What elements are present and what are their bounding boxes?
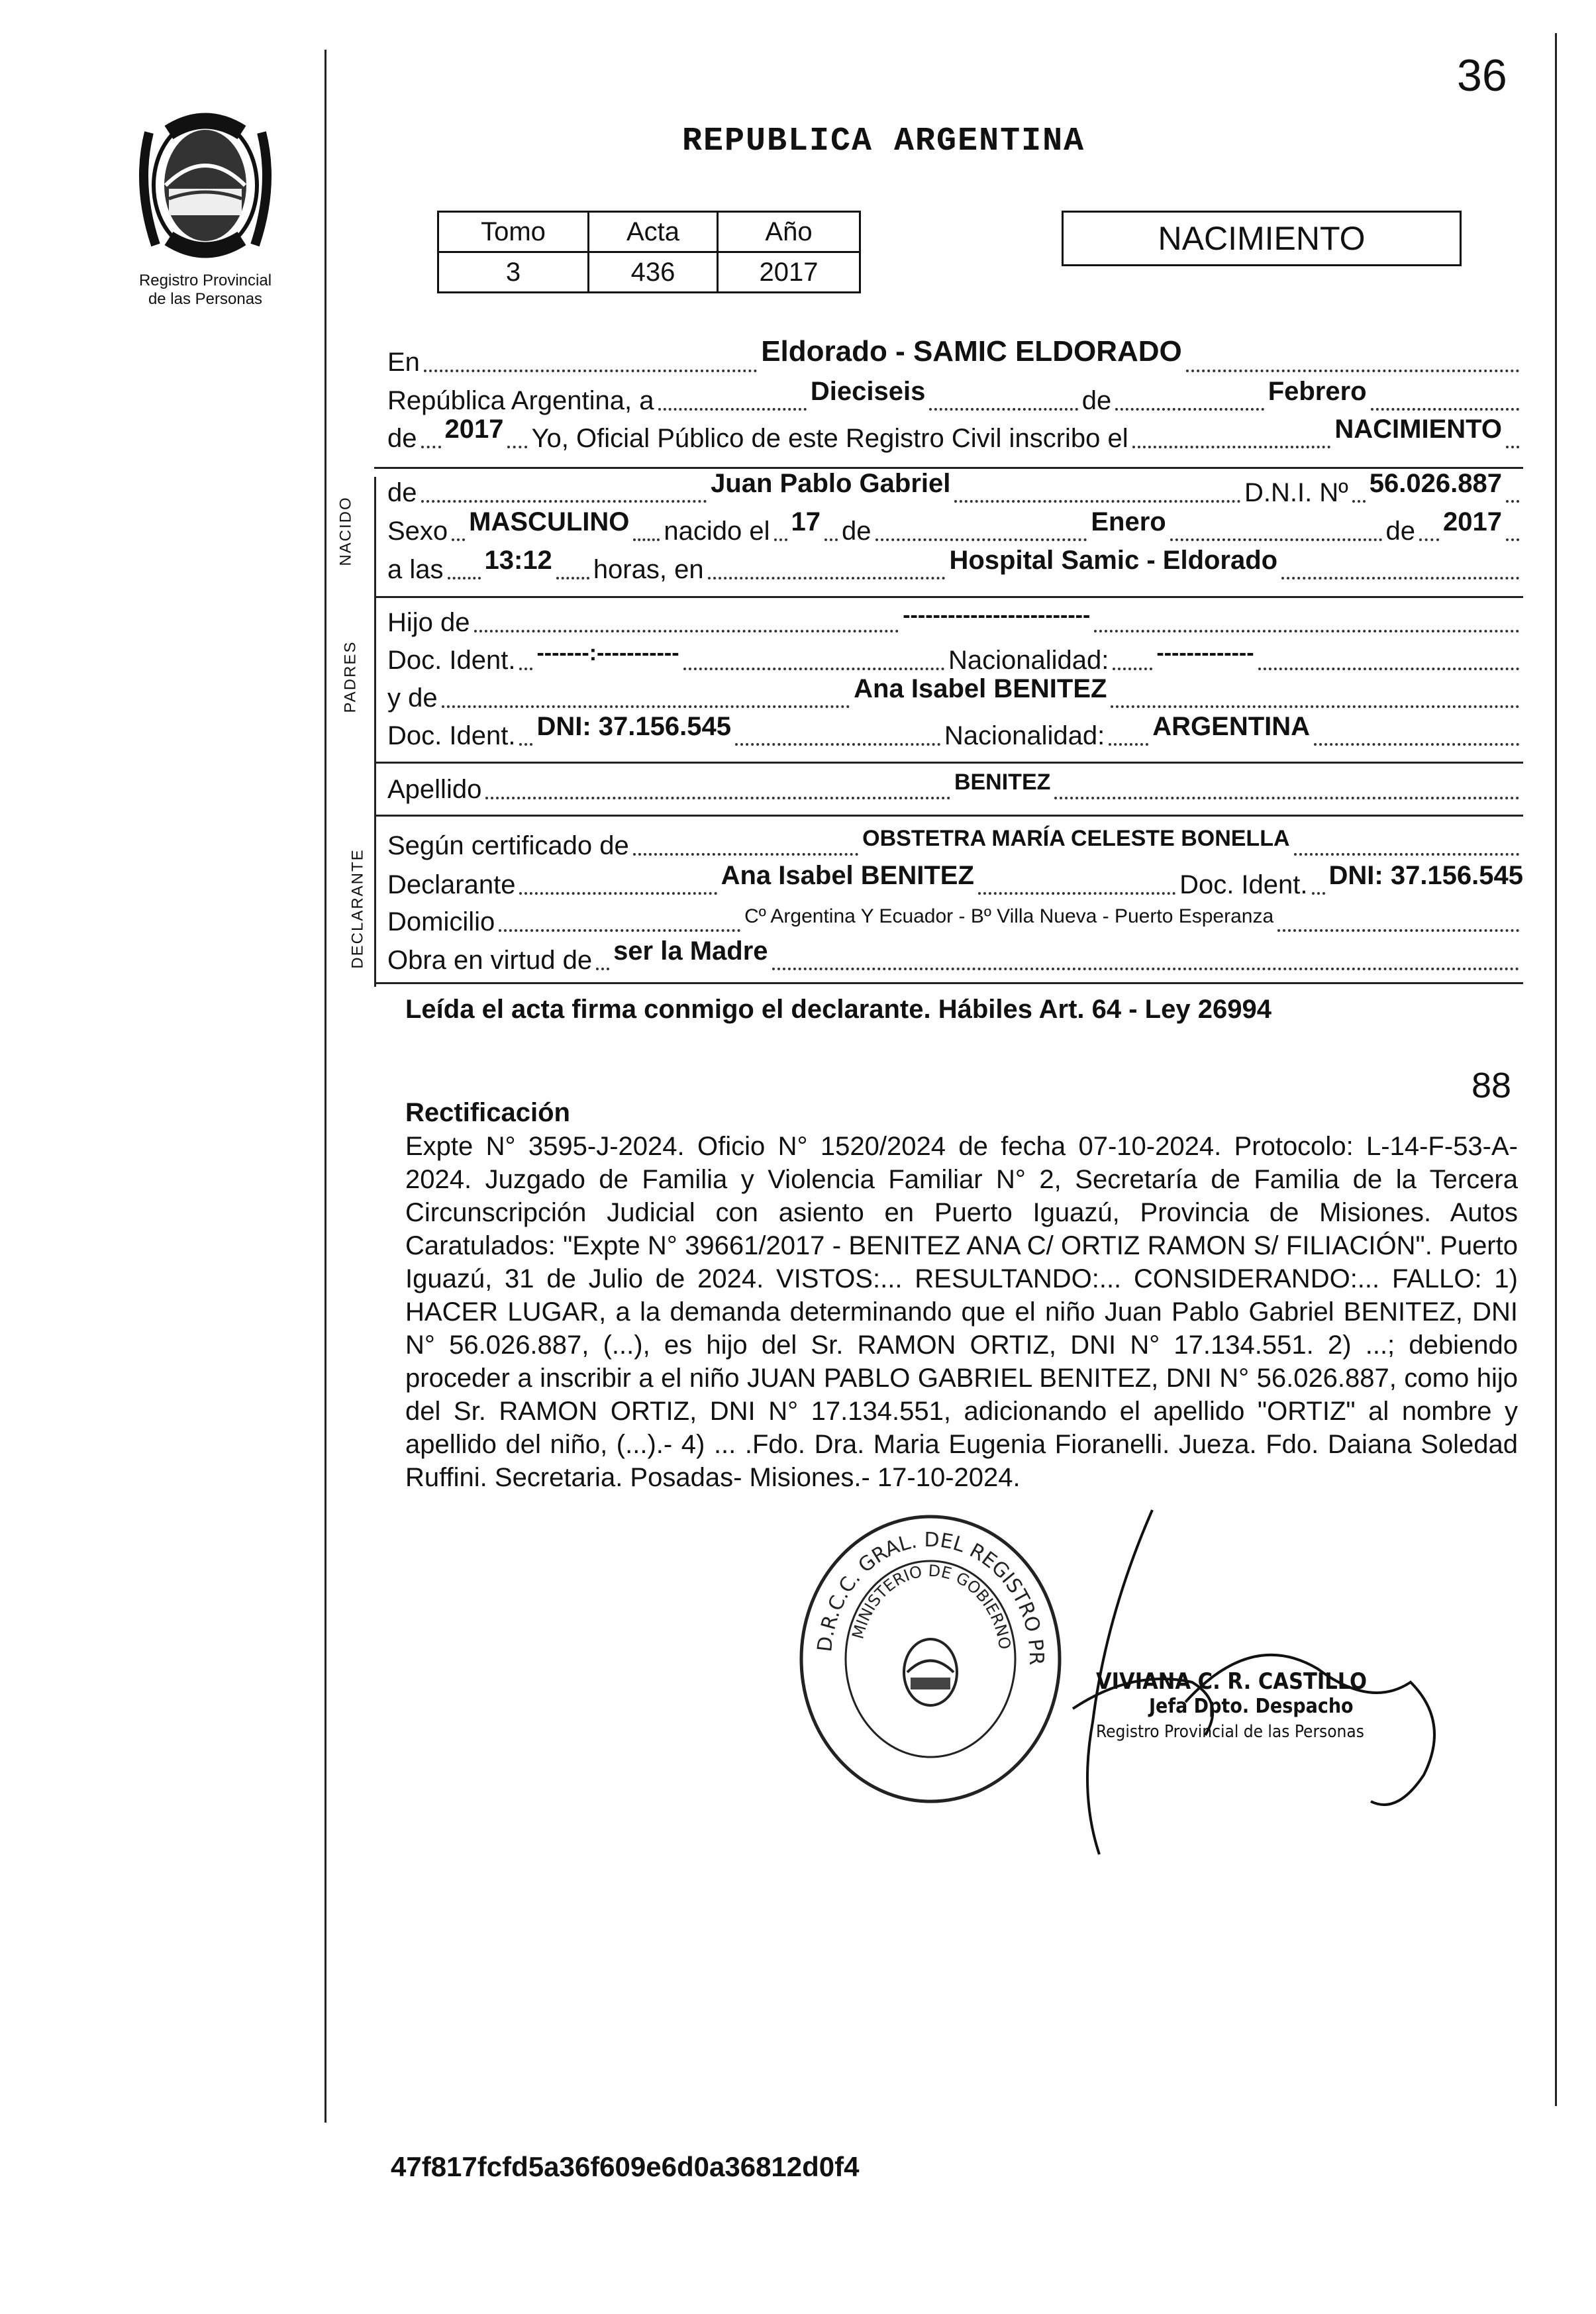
dotted-fill: [708, 577, 946, 579]
dotted-fill: [1506, 538, 1519, 541]
dotted-fill: [1312, 892, 1325, 895]
dotted-fill: [1170, 538, 1382, 541]
de-label: de: [1081, 386, 1112, 415]
de-label: de: [387, 424, 417, 453]
provincial-logo: [129, 106, 281, 272]
dotted-fill: [633, 538, 660, 541]
rectificacion-number: 88: [1471, 1066, 1512, 1105]
dotted-fill: [1054, 797, 1519, 799]
rectificacion-title: Rectificación: [405, 1098, 570, 1127]
doc1-value: -------:-----------: [536, 640, 679, 666]
dotted-fill: [448, 577, 481, 579]
row-segun: [387, 826, 1523, 861]
sexo-value: MASCULINO: [469, 507, 630, 536]
row-nombre: [387, 469, 1523, 508]
dotted-fill: [421, 500, 707, 503]
dotted-fill: [1186, 370, 1519, 372]
y-de-label: y de: [387, 683, 438, 713]
nac1-value: -------------: [1156, 640, 1254, 666]
acta-value: 436: [589, 252, 718, 293]
name-value: Juan Pablo Gabriel: [711, 469, 951, 498]
declarante-label: Declarante: [387, 870, 516, 899]
dni-value: 56.026.887: [1369, 469, 1502, 498]
divider-line: [374, 762, 1523, 764]
row-hora: [387, 546, 1523, 585]
dotted-fill: [633, 853, 858, 856]
dotted-fill: [1277, 929, 1519, 932]
dotted-fill: [556, 577, 589, 579]
anio-value: 2017: [718, 252, 860, 293]
dotted-fill: [1506, 446, 1519, 448]
row-oficial: [387, 415, 1523, 454]
dotted-fill: [424, 370, 757, 372]
en-value: Eldorado - SAMIC ELDORADO: [761, 335, 1182, 368]
en-label: En: [387, 348, 420, 377]
dotted-fill: [507, 446, 527, 448]
dotted-fill: [442, 705, 850, 708]
de-label: de: [1385, 517, 1416, 546]
row-obra: [387, 936, 1523, 976]
right-margin-line: [1555, 33, 1557, 2106]
divider-line: [374, 982, 1523, 984]
closing-statement: Leída el acta firma conmigo el declarante. Hábiles Art. 64 - Ley 26994: [405, 995, 1272, 1024]
mother-value: Ana Isabel BENITEZ: [854, 674, 1107, 703]
row-hijo: [387, 603, 1523, 638]
dotted-fill: [485, 797, 950, 799]
dotted-fill: [1419, 538, 1439, 541]
hijo-label: Hijo de: [387, 608, 470, 637]
domicilio-value: Cº Argentina Y Ecuador - Bº Villa Nueva - Puerto Esperanza: [744, 905, 1274, 927]
tomo-header: Tomo: [438, 212, 589, 252]
dotted-fill: [1111, 705, 1519, 708]
dotted-fill: [474, 630, 899, 632]
dotted-fill: [1115, 408, 1264, 411]
row-republica: [387, 377, 1523, 416]
signer-name: VIVIANA C. R. CASTILLO: [1096, 1668, 1367, 1695]
declarante-value: Ana Isabel BENITEZ: [721, 861, 974, 890]
dotted-fill: [519, 668, 532, 670]
coat-of-arms-icon: [129, 106, 281, 272]
row-domicilio: [387, 907, 1523, 937]
stamp-outer-text: D.R.C.C. GRAL. DEL REGISTRO PR: [813, 1528, 1048, 1666]
dotted-fill: [735, 743, 940, 746]
signer-org: Registro Provincial de las Personas: [1096, 1722, 1364, 1742]
dotted-fill: [1352, 500, 1366, 503]
apellido-value: BENITEZ: [954, 770, 1051, 795]
republica-label: República Argentina, a: [387, 386, 654, 415]
nacionalidad-label: Nacionalidad:: [944, 721, 1105, 750]
place-value: Hospital Samic - Eldorado: [949, 546, 1278, 575]
dotted-fill: [519, 743, 532, 746]
anio-header: Año: [718, 212, 860, 252]
doc2-value: DNI: 37.156.545: [536, 712, 731, 741]
registry-table-header: [438, 212, 860, 252]
row-doc2: [387, 712, 1523, 751]
dotted-fill: [1506, 500, 1519, 503]
row-declarante: [387, 861, 1524, 900]
section-label-declarante: DECLARANTE: [348, 848, 367, 969]
left-margin-line: [324, 50, 326, 2123]
dni-label: D.N.I. Nº: [1244, 478, 1348, 507]
document-hash: 47f817fcfd5a36f609e6d0a36812d0f4: [391, 2151, 860, 2182]
obra-value: ser la Madre: [613, 936, 768, 966]
de-label: de: [842, 517, 872, 546]
dotted-fill: [774, 538, 787, 541]
dotted-fill: [1094, 630, 1519, 632]
oficial-text: Yo, Oficial Público de este Registro Civil inscribo el: [531, 424, 1128, 453]
de-label: de: [387, 478, 417, 507]
section-divider-line: [374, 477, 376, 987]
official-stamp: [791, 1507, 1070, 1811]
dotted-fill: [596, 968, 609, 970]
row-en: [387, 335, 1523, 377]
hijo-value: -------------------------: [903, 603, 1091, 628]
birth-year: 2017: [1443, 507, 1503, 536]
divider-line: [374, 596, 1523, 598]
tomo-value: 3: [438, 252, 589, 293]
divider-line: [374, 815, 1523, 817]
year-value: 2017: [444, 415, 504, 444]
nacido-label: nacido el: [664, 517, 770, 546]
doc-ident-label: Doc. Ident.: [387, 646, 516, 675]
dotted-fill: [1281, 577, 1519, 579]
month-value: Febrero: [1268, 377, 1367, 406]
dotted-fill: [1371, 408, 1519, 411]
dotted-fill: [1258, 668, 1519, 670]
dotted-fill: [658, 408, 807, 411]
logo-label-line1: Registro Provincial: [138, 272, 272, 289]
segun-value: OBSTETRA MARÍA CELESTE BONELLA: [862, 826, 1290, 851]
country-title: REPUBLICA ARGENTINA: [682, 123, 1085, 160]
dotted-fill: [772, 968, 1519, 970]
dotted-fill: [875, 538, 1087, 541]
dotted-fill: [824, 538, 838, 541]
dotted-fill: [978, 892, 1175, 895]
stamp-emblem-icon: [904, 1639, 957, 1705]
dotted-fill: [1314, 743, 1519, 746]
rectificacion-body: Expte N° 3595-J-2024. Oficio N° 1520/2024 de fecha 07-10-2024. Protocolo: L-14-F-53-A-2024. Juzgado de Familia y Violencia Familiar N° 2, Secretaría de Familia de la Tercera Circunscripción Judicial con asiento en Puerto Iguazú, Provincia de Misiones. Autos Caratulados: "Expte N° 39661/2017 - BENITEZ ANA C/ ORTIZ RAMON S/ FILIACIÓN". Puerto Iguazú, 31 de Julio de 2024. VISTOS:... RESULTANDO:... CONSIDERANDO:... FALLO: 1) HACER LUGAR, a la demanda determinando que el niño Juan Pablo Gabriel BENITEZ, DNI N° 56.026.887, (...), es hijo del Sr. RAMON ORTIZ, DNI N° 17.134.551. 2) ...; debiendo proceder a inscribir a el niño JUAN PABLO GABRIEL BENITEZ, DNI N° 56.026.887, como hijo del Sr. RAMON ORTIZ, DNI N° 17.134.551, adicionando el apellido "ORTIZ" al nombre y apellido del niño, (...).- 4) ... .Fdo. Dra. Maria Eugenia Fioranelli. Jueza. Fdo. Daiana Soledad Ruffini. Secretaria. Posadas- Misiones.- 17-10-2024.: [405, 1132, 1518, 1492]
section-label-padres: PADRES: [341, 640, 360, 713]
dotted-fill: [519, 892, 717, 895]
dotted-fill: [1294, 853, 1519, 856]
acta-header: Acta: [589, 212, 718, 252]
domicilio-label: Domicilio: [387, 907, 495, 936]
row-madre: [387, 674, 1523, 713]
stamp-inner-text: MINISTERIO DE GOBIERNO: [848, 1561, 1015, 1651]
dotted-fill: [499, 929, 740, 932]
page-number: 36: [1457, 50, 1507, 101]
dotted-fill: [1109, 743, 1148, 746]
row-sexo: [387, 507, 1523, 546]
day-value: Dieciseis: [810, 377, 926, 406]
obra-label: Obra en virtud de: [387, 946, 593, 975]
logo-label: [106, 272, 305, 309]
logo-label-line2: de las Personas: [148, 290, 263, 308]
doc-ident-label: Doc. Ident.: [387, 721, 516, 750]
inscribo-value: NACIMIENTO: [1334, 415, 1502, 444]
dotted-fill: [683, 668, 944, 670]
birth-day: 17: [791, 507, 821, 536]
section-label-nacido: NACIDO: [336, 496, 355, 566]
row-apellido: [387, 770, 1523, 805]
dotted-fill: [1113, 668, 1152, 670]
horas-label: horas, en: [593, 555, 704, 584]
signer-role: Jefa Dpto. Despacho: [1149, 1695, 1354, 1718]
segun-label: Según certificado de: [387, 831, 629, 860]
sexo-label: Sexo: [387, 517, 448, 546]
registry-table-values: [438, 252, 860, 293]
time-value: 13:12: [484, 546, 552, 575]
signature-stamp: [1096, 1669, 1427, 1744]
decl-doc-label: Doc. Ident.: [1179, 870, 1308, 899]
dotted-fill: [954, 500, 1240, 503]
decl-doc-value: DNI: 37.156.545: [1328, 861, 1524, 890]
dotted-fill: [421, 446, 441, 448]
nac2-value: ARGENTINA: [1152, 712, 1311, 741]
a-las-label: a las: [387, 555, 444, 584]
dotted-fill: [1132, 446, 1331, 448]
dotted-fill: [452, 538, 465, 541]
document-type: NACIMIENTO: [1158, 220, 1366, 257]
nacionalidad-label: Nacionalidad:: [948, 646, 1109, 675]
registry-table: [437, 211, 861, 293]
apellido-label: Apellido: [387, 775, 482, 804]
dotted-fill: [929, 408, 1077, 411]
row-doc1: [387, 640, 1523, 676]
birth-month: Enero: [1091, 507, 1166, 536]
document-type-box: [1062, 211, 1462, 266]
